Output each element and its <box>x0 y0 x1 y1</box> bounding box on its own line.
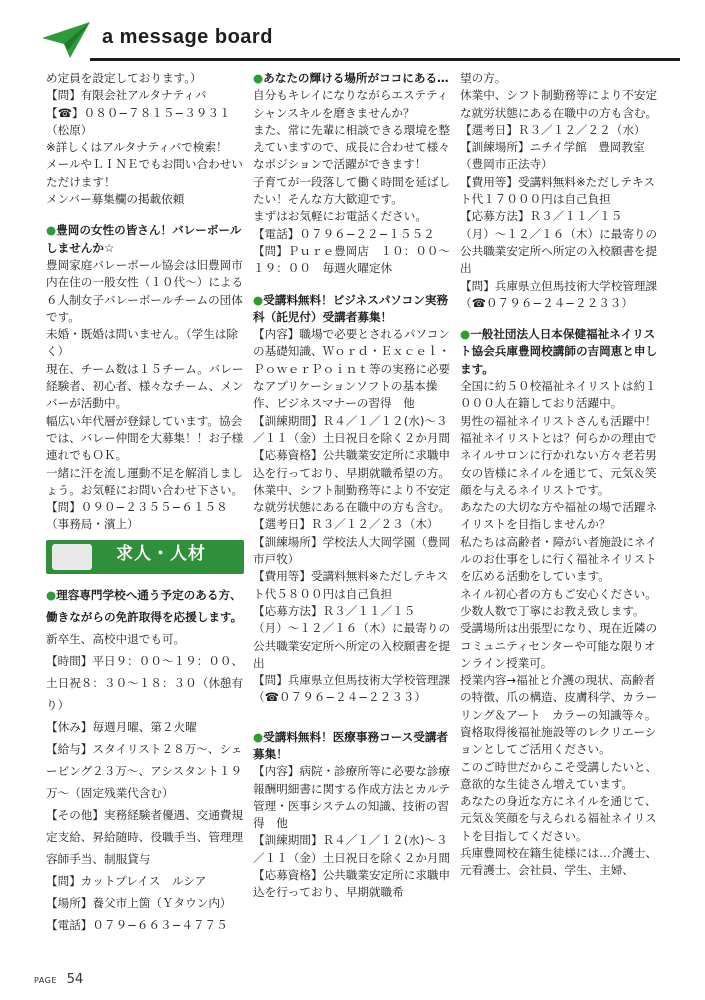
body-line: また、常に先輩に相談できる環境を整えていますので、成長に合わせて様々なポジションで活躍ができます！ <box>253 122 451 172</box>
bullet-icon: ● <box>46 223 57 238</box>
body-line: 幅広い年代層が登録しています。協会では、バレー仲間を大募集！！お子様連れでもＯＫ。 <box>46 413 244 463</box>
bullet-icon: ● <box>460 327 471 342</box>
body-line: 【問】兵庫県立但馬技術大学校管理課（☎０７９６−２４−２２３３） <box>460 278 658 310</box>
header <box>40 18 680 68</box>
heading-text: 理容専門学校へ通う予定のある方、働きながらの免許取得を応援します。 <box>46 587 243 624</box>
section-banner <box>46 540 244 574</box>
banner-title: 求人・人材 <box>116 543 206 564</box>
body-line: 自分もキレイになりながらエステティシャンスキルを磨きませんか？ <box>253 88 449 120</box>
body-line: 【問】カットプレイス ルシア <box>46 873 207 888</box>
body-line: このご時世だからこそ受講したいと、意欲的な生徒さん増えています。 <box>460 759 658 791</box>
body-line: ネイル初心者の方もご安心ください。少数人数で丁寧にお教え致します。 <box>460 586 657 618</box>
body-line: 【☎】０８０−７８１５−３９３１（松原） <box>46 105 231 137</box>
body-line: 【訓練期間】Ｒ４／１／１２(水)〜３／１１（金）土日祝日を除く２か月間 <box>253 833 451 865</box>
body-line: 受講場所は出張型になり、現在近隣のコミュニティセンターや可能な限りオンライン授業可。 <box>460 621 658 670</box>
bullet-icon: ● <box>253 71 264 85</box>
body-line: 【内容】職場で必要とされるパソコンの基礎知識、Ｗｏｒｄ・Ｅｘｃｅｌ・ＰｏｗｅｒＰｏｉｎｔ等の実務に必要なアプリケーションソフトの基本操作、ビジネスマナーの習得 他 <box>253 327 451 411</box>
body-line: 資格取得後福祉施設等のレクリエーションとしてご活用ください。 <box>460 724 657 757</box>
bullet-icon: ● <box>46 587 57 602</box>
bullet-icon: ● <box>253 729 264 744</box>
body-line: 現在、チーム数は１５チーム。バレー経験者、初心者、様々なチーム、メンバーが活動中。 <box>46 361 244 411</box>
paper-plane-icon <box>40 20 92 60</box>
page-title: a message board <box>102 26 273 48</box>
body-line: 子育てが一段落して働く時間を延ばしたい！そんな方大歓迎です。 <box>253 174 451 207</box>
body-line: 【応募方法】Ｒ３／１１／１５（月）〜１２／１６（木）に最寄りの公共職業安定所へ所定の入校願書を提出 <box>253 603 451 670</box>
body-line: 休業中、シフト制勤務等により不安定な就労状態にある在職中の方も含む。 <box>460 88 658 120</box>
body-line: 【費用等】受講料無料※ただしテキスト代１７０００円は自己負担 <box>460 174 655 207</box>
body-line: まずはお気軽にお電話ください。 <box>253 209 427 224</box>
body-line: 【問】Ｐｕｒｅ豊岡店 １０：００〜１９：００ 毎週火曜定休 <box>253 243 451 276</box>
body-line: 休業中、シフト制勤務等により不安定な就労状態にある在職中の方も含む。 <box>253 482 451 515</box>
body-line: 【費用等】受講料無料※ただしテキスト代５８００円は自己負担 <box>253 569 448 601</box>
body-line: 【訓練期間】Ｒ４／１／１２(水)〜３／１１（金）土日祝日を除く２か月間 <box>253 413 451 445</box>
heading-text: あなたの輝ける場所がココにある… <box>263 71 449 85</box>
body-line: 【選考日】Ｒ３／１２／２３（木） <box>253 517 439 532</box>
body-line: 【休み】毎週月曜、第２火曜 <box>46 719 197 734</box>
article-heading <box>253 729 451 764</box>
body-line: 一緒に汗を流し運動不足を解消しましょう。お気軽にお問い合わせ下さい。 <box>46 465 244 497</box>
article-heading <box>46 222 244 257</box>
body-line: 豊岡家庭バレーボール協会は旧豊岡市内在住の一般女性（１０代〜）による６人制女子バレーボールチームの団体です。 <box>46 257 244 324</box>
body-line: ※詳しくはアルタナティバで検索！ <box>46 140 228 155</box>
body-line: 福祉ネイリストとは？何らかの理由でネイルサロンに行かれない方々老若男女の皆様にネイルを通じて、元気＆笑顔を与えるネイリストです。 <box>460 430 657 497</box>
heading-text: 受講料無料！ビジネスパソコン実務科（託児付）受講者募集！ <box>253 292 449 324</box>
body-line: 【応募資格】公共職業安定所に求職申込を行っており、早期就職希 <box>253 868 451 900</box>
body-line: メンバー募集欄の掲載依頼 <box>46 192 185 207</box>
body-line: 【場所】養父市上箇（Ｙタウン内） <box>46 895 232 910</box>
article-heading <box>253 70 451 87</box>
handshake-icon <box>52 544 92 570</box>
article-heading <box>460 326 658 378</box>
body-line: 【その他】実務経験者優遇、交通費規定支給、昇給随時、役職手当、管理理容師手当、制服貸与 <box>46 807 244 866</box>
body-line: 未婚・既婚は問いません。（学生は除く） <box>46 327 238 359</box>
body-line: 兵庫豊岡校在籍生徒様には…介護士、元看護士、会社員、学生、主婦、 <box>460 846 658 878</box>
body-line: 【応募資格】公共職業安定所に求職申込を行っており、早期就職希望の方。 <box>253 448 451 480</box>
heading-text: 豊岡の女性の皆さん！バレーボールしませんか☆ <box>46 223 242 255</box>
body-line: 【電話】０７９−６６３−４７７５ <box>46 917 228 932</box>
body-line: 【応募方法】Ｒ３／１１／１５（月）〜１２／１６（木）に最寄りの公共職業安定所へ所定の入校願書を提出 <box>460 209 658 276</box>
body-line: 【時間】平日９：００〜１９：００、土日祝８：３０〜１８：３０（休憩有り） <box>46 653 244 712</box>
body-line: 新卒生、高校中退でも可。 <box>46 631 186 646</box>
body-line: あなたの大切な方や福祉の場で活躍ネイリストを目指しませんか？ <box>460 500 658 532</box>
body-line: 授業内容→福祉と介護の現状、高齢者の特徴、爪の構造、皮膚科学、カラーリング＆アート カラーの知識等々。 <box>460 673 658 722</box>
body-line: 全国に約５０校福祉ネイリストは約１０００人在籍しており活躍中。 <box>460 379 657 411</box>
body-line: 【選考日】Ｒ３／１２／２２（水） <box>460 122 646 137</box>
article-heading <box>253 292 451 327</box>
page-number: 54 <box>66 972 84 987</box>
heading-text: 一般社団法人日本保健福祉ネイリスト協会兵庫豊岡校講師の吉岡恵と申します。 <box>460 327 658 376</box>
body-line: 【給与】スタイリスト２８万〜、シェービング２３万〜、アシスタント１９万〜（固定残業代含む） <box>46 741 243 800</box>
body-line: 【電話】０７９６−２２−１５５２ <box>253 226 435 241</box>
body-line: 【内容】病院・診療所等に必要な診療報酬明細書に関する作成方法とカルテ管理・医事システムの知識、技術の習得 他 <box>253 764 451 831</box>
body-line: 望の方。 <box>460 71 507 85</box>
body-line: 【問】有限会社アルタナティバ <box>46 88 207 103</box>
body-line: 【訓練場所】ニチイ学館 豊岡教室（豊岡市正法寺） <box>460 140 645 172</box>
body-line: 男性の福祉ネイリストさんも活躍中！ <box>460 413 657 428</box>
column-1 <box>46 70 244 936</box>
body-line: 私たちは高齢者・障がい者施設にネイルのお仕事をしに行く福祉ネイリストを広める活動をしています。 <box>460 534 657 584</box>
heading-text: 受講料無料！医療事務コース受講者募集！ <box>253 729 449 761</box>
page-label: PAGE <box>34 976 57 985</box>
body-line: あなたの身近な方にネイルを通じて、元気＆笑顔を与えられる福祉ネイリストを目指してください。 <box>460 794 657 843</box>
bullet-icon: ● <box>253 292 264 307</box>
article-heading <box>46 584 244 628</box>
column-2 <box>253 70 451 902</box>
body-line: 【問】兵庫県立但馬技術大学校管理課（☎０７９６−２４−２２３３） <box>253 673 451 705</box>
header-rule <box>90 58 680 61</box>
body-line: 【問】０９０−２３５５−６１５８（事務局・濱上） <box>46 500 228 532</box>
body-line: メールやＬＩＮＥでもお問い合わせいただけます！ <box>46 157 243 189</box>
body-line: め定員を設定しております。） <box>46 71 202 85</box>
page-footer <box>34 972 83 987</box>
column-3 <box>460 70 658 880</box>
body-line: 【訓練場所】学校法人大岡学園（豊岡市戸牧） <box>253 534 451 567</box>
